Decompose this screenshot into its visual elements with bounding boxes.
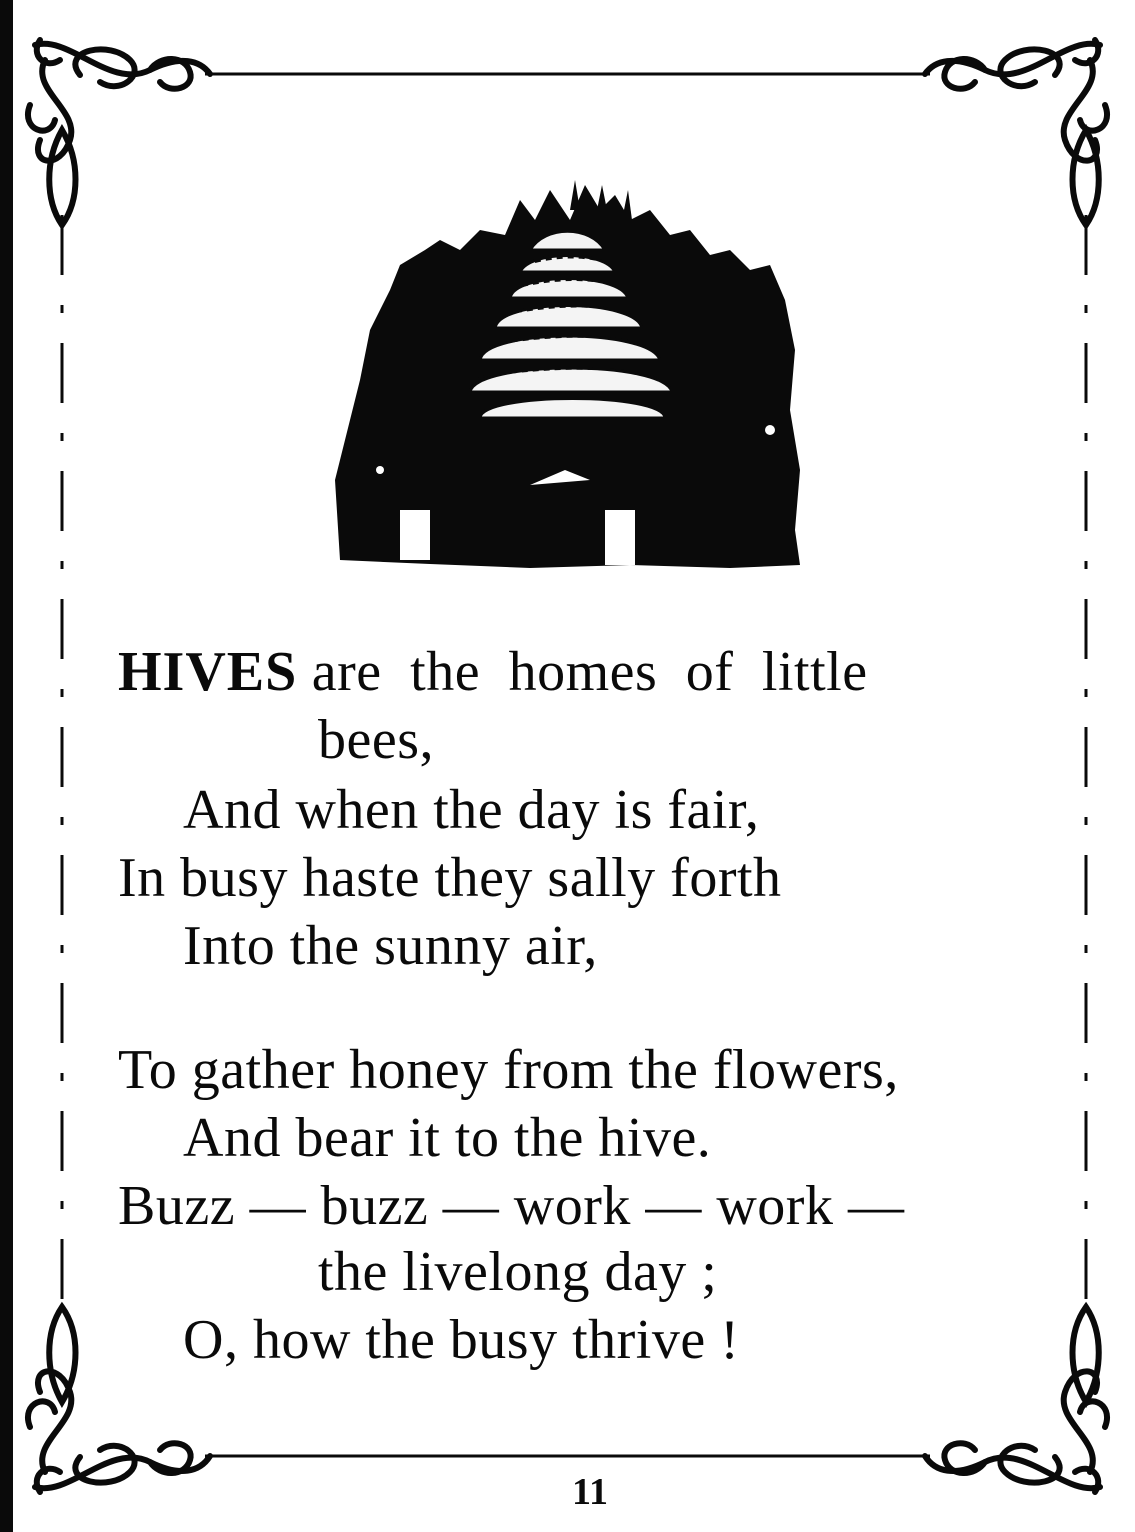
poem-line-8: Buzz — buzz — work — work — xyxy=(118,1175,905,1237)
poem-line-2: bees, xyxy=(318,709,435,771)
poem-line-5: Into the sunny air, xyxy=(183,915,598,977)
corner-flourish-bottom-right-icon xyxy=(925,1307,1107,1492)
poem-line-3: And when the day is fair, xyxy=(183,779,760,841)
poem-line-4: In busy haste they sally forth xyxy=(118,847,782,909)
poem-line-1 xyxy=(118,640,868,704)
poem-line-1-text: are the homes of little xyxy=(311,641,868,703)
page-number: 11 xyxy=(572,1471,608,1513)
poem-line-6: To gather honey from the flowers, xyxy=(118,1039,899,1101)
poem-first-word: HIVES xyxy=(118,641,298,703)
corner-flourish-top-left-icon xyxy=(28,40,210,225)
poem-line-10: O, how the busy thrive ! xyxy=(183,1309,740,1371)
poem-line-7: And bear it to the hive. xyxy=(183,1107,712,1169)
corner-flourish-top-right-icon xyxy=(925,40,1107,225)
hive-bench xyxy=(360,430,775,470)
beehive-illustration xyxy=(330,180,805,570)
poem-line-9: the livelong day ; xyxy=(318,1241,718,1303)
